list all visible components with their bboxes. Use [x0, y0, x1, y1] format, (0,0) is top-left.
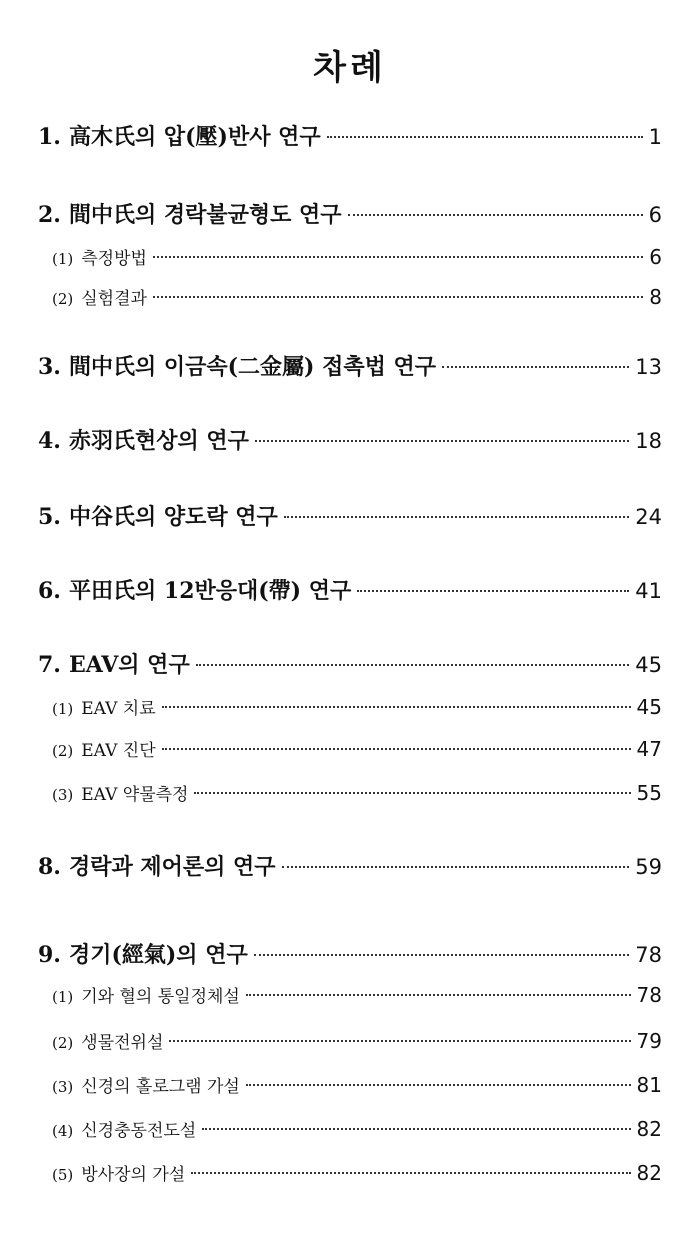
dot-leader	[153, 256, 643, 258]
toc-subentry[interactable]	[0, 244, 700, 276]
toc-page-number: 8	[649, 285, 662, 309]
dot-leader	[191, 1172, 630, 1174]
dot-leader	[169, 1040, 630, 1042]
toc-entry-text: 측정방법	[81, 249, 147, 269]
dot-leader	[357, 590, 629, 592]
toc-subentry[interactable]	[0, 780, 700, 812]
dot-leader	[202, 1128, 630, 1130]
toc-page-number: 47	[636, 737, 662, 761]
dot-leader	[246, 1084, 631, 1086]
toc-entry-label	[52, 1116, 196, 1141]
toc-page-number: 45	[636, 695, 662, 719]
dot-leader	[162, 748, 631, 750]
toc-entry-label	[38, 648, 190, 679]
toc-entry-number: 6.	[38, 578, 61, 604]
toc-entry-label	[52, 244, 147, 269]
toc-entry-text: 기와 혈의 통일정체설	[81, 987, 240, 1007]
dot-leader	[348, 214, 643, 216]
toc-entry-text: EAV 치료	[81, 699, 156, 719]
toc-entry-label	[52, 780, 188, 805]
dot-leader	[162, 706, 631, 708]
toc-entry-number: (2)	[52, 290, 74, 308]
toc-entry-number: (1)	[52, 250, 74, 268]
toc-entry[interactable]	[0, 424, 700, 456]
toc-page-number: 79	[636, 1029, 662, 1053]
toc-page-number: 55	[636, 781, 662, 805]
toc-entry-text: 間中氏의 경락불균형도 연구	[68, 202, 342, 228]
toc-page-number: 45	[635, 653, 662, 677]
toc-entry-number: 7.	[38, 652, 61, 678]
toc-entry-text: EAV 진단	[81, 741, 156, 761]
toc-entry-label	[52, 694, 156, 719]
toc-subentry[interactable]	[0, 1028, 700, 1060]
toc-page-number: 78	[635, 943, 662, 967]
toc-entry-label	[52, 1028, 163, 1053]
dot-leader	[194, 792, 630, 794]
toc-entry-text: 高木氏의 압(壓)반사 연구	[68, 124, 321, 150]
toc-entry[interactable]	[0, 938, 700, 970]
toc-page-number: 41	[635, 579, 662, 603]
toc-entry-label	[38, 500, 278, 531]
toc-page-number: 6	[648, 203, 662, 227]
toc-page-number: 78	[636, 983, 662, 1007]
toc-entry-number: (3)	[52, 786, 74, 804]
toc-entry-label	[38, 120, 321, 151]
toc-entry-text: 경락과 제어론의 연구	[68, 854, 276, 880]
toc-entry-text: 赤羽氏현상의 연구	[68, 428, 249, 454]
toc-entry-text: 신경의 홀로그램 가설	[81, 1077, 240, 1097]
toc-entry-text: 경기(經氣)의 연구	[68, 942, 248, 968]
toc-entry-label	[52, 1072, 240, 1097]
toc-subentry[interactable]	[0, 284, 700, 316]
page-title: 차례	[313, 48, 387, 88]
toc-subentry[interactable]	[0, 694, 700, 726]
toc-page-number: 24	[635, 505, 662, 529]
toc-page-number: 59	[635, 855, 662, 879]
toc-entry-number: (2)	[52, 742, 74, 760]
toc-entry-number: (4)	[52, 1122, 74, 1140]
toc-page-number: 1	[648, 125, 662, 149]
dot-leader	[282, 866, 630, 868]
toc-subentry[interactable]	[0, 1116, 700, 1148]
toc-entry[interactable]	[0, 350, 700, 382]
toc-entry-label	[38, 424, 249, 455]
toc-entry-number: (2)	[52, 1034, 74, 1052]
toc-entry-number: (5)	[52, 1166, 74, 1184]
toc-entry[interactable]	[0, 198, 700, 230]
toc-entry-number: (3)	[52, 1078, 74, 1096]
toc-page-number: 82	[636, 1117, 662, 1141]
toc-entry-number: (1)	[52, 700, 74, 718]
toc-entry-label	[38, 350, 436, 381]
toc-entry[interactable]	[0, 574, 700, 606]
toc-entry-number: (1)	[52, 988, 74, 1006]
toc-entry-number: 1.	[38, 124, 61, 150]
toc-entry-label	[52, 284, 147, 309]
toc-page-number: 18	[635, 429, 662, 453]
toc-entry-label	[52, 736, 156, 761]
dot-leader	[284, 516, 629, 518]
toc-entry-text: 실험결과	[81, 289, 147, 309]
toc-entry-label	[52, 1160, 185, 1185]
toc-page-number: 6	[649, 245, 662, 269]
toc-entry-text: 平田氏의 12반응대(帶) 연구	[68, 578, 352, 604]
dot-leader	[327, 136, 643, 138]
toc-page-number: 81	[636, 1073, 662, 1097]
toc-entry[interactable]	[0, 648, 700, 680]
toc-entry-label	[38, 938, 248, 969]
toc-entry[interactable]	[0, 500, 700, 532]
toc-subentry[interactable]	[0, 982, 700, 1014]
toc-entry-number: 8.	[38, 854, 61, 880]
toc-entry-number: 4.	[38, 428, 61, 454]
toc-page-number: 13	[635, 355, 662, 379]
toc-entry-text: 방사장의 가설	[81, 1165, 186, 1185]
toc-entry-text: EAV의 연구	[68, 652, 190, 678]
toc-entry-number: 2.	[38, 202, 61, 228]
toc-entry-text: 中谷氏의 양도락 연구	[68, 504, 278, 530]
toc-entry[interactable]	[0, 850, 700, 882]
toc-entry[interactable]	[0, 120, 700, 152]
toc-entry-number: 3.	[38, 354, 61, 380]
dot-leader	[442, 366, 629, 368]
toc-subentry[interactable]	[0, 1072, 700, 1104]
toc-subentry[interactable]	[0, 736, 700, 768]
dot-leader	[246, 994, 631, 996]
dot-leader	[196, 664, 630, 666]
toc-entry-text: 間中氏의 이금속(二金屬) 접촉법 연구	[68, 354, 437, 380]
toc-entry-label	[52, 982, 240, 1007]
toc-entry-label	[38, 574, 351, 605]
toc-subentry[interactable]	[0, 1160, 700, 1192]
toc-entry-label	[38, 850, 276, 881]
toc-page-number: 82	[636, 1161, 662, 1185]
dot-leader	[255, 440, 629, 442]
toc-entry-text: EAV 약물측정	[81, 785, 189, 805]
toc-entry-label	[38, 198, 342, 229]
dot-leader	[153, 296, 643, 298]
toc-entry-text: 생물전위설	[81, 1033, 164, 1053]
dot-leader	[254, 954, 630, 956]
toc-entry-number: 9.	[38, 942, 61, 968]
toc-entry-text: 신경충동전도설	[81, 1121, 197, 1141]
toc-entry-number: 5.	[38, 504, 61, 530]
